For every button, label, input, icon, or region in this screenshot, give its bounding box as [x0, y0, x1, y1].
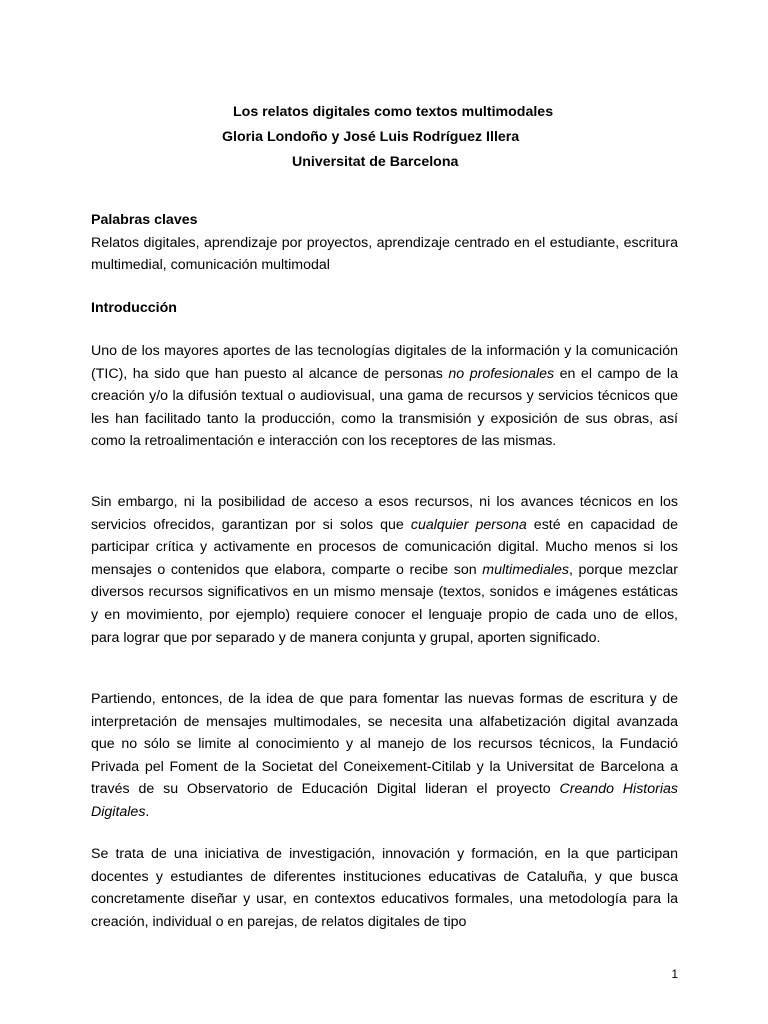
paragraph-2-part-e: , porque mezclar diversos recursos significativos en un mismo mensaje (textos, sonidos e imágenes estáticas y en movimiento, por ejemplo) requiere conocer el lenguaje propio de cada uno de ellos, para lograr que por separado y de manera conjunta y grupal, aporten significado.: [91, 561, 678, 646]
paragraph-2-part-c: esté en capacidad de participar crítica y activamente en procesos de comunicación digital. Mucho menos si los mensajes o contenidos que elabora, comparte o recibe son: [91, 516, 679, 578]
paragraph-2-emphasis-2: multimediales: [482, 561, 569, 578]
paragraph-3-part-c: .: [145, 803, 150, 820]
paragraph-4-part-a: Se trata de una iniciativa de investigación, innovación y formación, en la que participan docentes y estudiantes de diferentes instituciones educativas de Cataluña, y que busca concretamente diseñar y usar, en contextos educativos formales, una metodología para la creación, individual o en parejas, de relatos digitales de tipo: [91, 846, 678, 930]
paragraph-3: [91, 688, 678, 824]
paragraph-3-part-a: Partiendo, entonces, de la idea de que para fomentar las nuevas formas de escritura y de interpretación de mensajes multimodales, se necesita una alfabetización digital avanzada que no sólo se limite al conocimiento y al manejo de los recursos técnicos, la Fundació Privada pel Foment de la Societat del Coneixement-Citilab y la Universitat de Barcelona a través de su Observatorio de Educación Digital lideran el proyecto: [91, 691, 678, 798]
introduction-heading: Introducción: [91, 300, 177, 316]
keywords-heading: Palabras claves: [91, 212, 198, 228]
keywords-section: [91, 209, 678, 277]
document-authors: Gloria Londoño y José Luis Rodríguez Illera: [222, 129, 520, 145]
keywords-text: Relatos digitales, aprendizaje por proyectos, aprendizaje centrado en el estudiante, escritura multimedial, comunicación multimodal: [91, 234, 678, 274]
title-block: [0, 100, 768, 175]
paragraph-2-part-a: Sin embargo, ni la posibilidad de acceso a esos recursos, ni los avances técnicos en los servicios ofrecidos, garantizan por si solos que: [91, 494, 678, 533]
paragraph-1-part-c: en el campo de la creación y/o la difusión textual o audiovisual, una gama de recursos y servicios técnicos que les han facilitado tanto la producción, como la transmisión y exposición de sus obras, así como la retroalimentación e interacción con los receptores de las mismas.: [91, 365, 678, 450]
document-institution: Universitat de Barcelona: [292, 154, 459, 170]
document-title: Los relatos digitales como textos multimodales: [233, 104, 554, 120]
page-number: 1: [671, 967, 678, 981]
paragraph-4: [91, 843, 678, 933]
paragraph-1-emphasis: no profesionales: [448, 365, 555, 382]
paragraph-1-part-a: Uno de los mayores aportes de las tecnologías digitales de la información y la comunicación (TIC), ha sido que han puesto al alcance de personas: [91, 343, 678, 382]
paragraph-3-emphasis: Creando Historias Digitales: [91, 781, 678, 820]
introduction-section: [91, 297, 678, 320]
paragraph-1: [91, 340, 678, 453]
paragraph-2: [91, 491, 678, 649]
paragraph-2-emphasis-1: cualquier persona: [410, 516, 527, 533]
